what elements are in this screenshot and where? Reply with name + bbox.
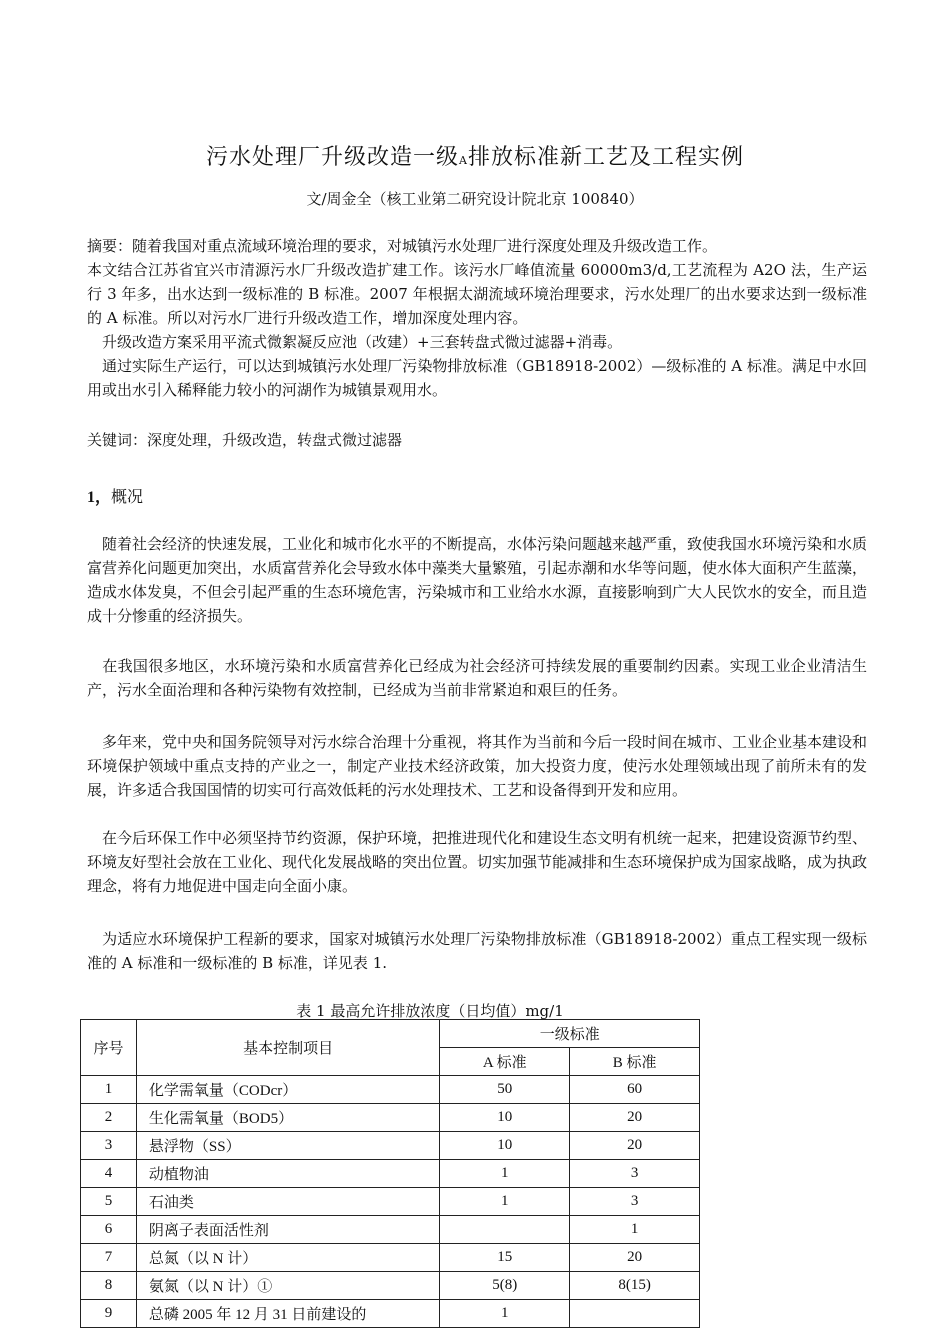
cell-b: 60 xyxy=(570,1076,700,1104)
table-row xyxy=(81,1244,700,1272)
document-title xyxy=(0,140,950,171)
header-a: A 标准 xyxy=(440,1048,570,1076)
cell-item: 总氮（以 N 计） xyxy=(136,1244,439,1272)
cell-no: 6 xyxy=(81,1216,137,1244)
section-heading-1 xyxy=(87,484,143,507)
table-row xyxy=(81,1272,700,1300)
cell-a: 1 xyxy=(440,1188,570,1216)
header-b: B 标准 xyxy=(570,1048,700,1076)
title-text-2: 排放标准新工艺及工程实例 xyxy=(467,145,744,170)
table-body xyxy=(81,1020,700,1328)
header-no: 序号 xyxy=(81,1020,137,1076)
cell-item: 动植物油 xyxy=(136,1160,439,1188)
cell-b xyxy=(570,1300,700,1328)
emission-standard-table xyxy=(80,1019,700,1328)
cell-a: 1 xyxy=(440,1160,570,1188)
abstract-line-1: 摘要：随着我国对重点流域环境治理的要求，对城镇污水处理厂进行深度处理及升级改造工作。 xyxy=(87,237,718,255)
body-paragraph-2: 在我国很多地区，水环境污染和水质富营养化已经成为社会经济可持续发展的重要制约因素。实现工业企业清洁生产，污水全面治理和各种污染物有效控制，已经成为当前非常紧迫和艰巨的任务。 xyxy=(87,657,867,699)
cell-no: 5 xyxy=(81,1188,137,1216)
cell-no: 4 xyxy=(81,1160,137,1188)
table-row xyxy=(81,1132,700,1160)
keywords: 关键词：深度处理，升级改造，转盘式微过滤器 xyxy=(87,431,403,449)
cell-a: 1 xyxy=(440,1300,570,1328)
header-item: 基本控制项目 xyxy=(136,1020,439,1076)
cell-no: 8 xyxy=(81,1272,137,1300)
cell-a: 10 xyxy=(440,1104,570,1132)
cell-b: 20 xyxy=(570,1244,700,1272)
body-paragraph-3: 多年来，党中央和国务院领导对污水综合治理十分重视，将其作为当前和今后一段时间在城市、工业企业基本建设和环境保护领域中重点支持的产业之一，制定产业技术经济政策，加大投资力度，使污水处理领域出现了前所未有的发展，许多适合我国国情的切实可行高效低耗的污水处理技术、工艺和设备得到开发和应用。 xyxy=(87,733,868,799)
cell-b: 3 xyxy=(570,1188,700,1216)
table-caption: 表 1 最高允许排放浓度（日均值）mg/1 xyxy=(296,1002,564,1020)
cell-a: 10 xyxy=(440,1132,570,1160)
cell-a: 50 xyxy=(440,1076,570,1104)
cell-b: 1 xyxy=(570,1216,700,1244)
cell-no: 1 xyxy=(81,1076,137,1104)
table-row xyxy=(81,1160,700,1188)
title-letter: A xyxy=(459,154,468,167)
cell-no: 7 xyxy=(81,1244,137,1272)
cell-b: 3 xyxy=(570,1160,700,1188)
cell-no: 9 xyxy=(81,1300,137,1328)
cell-item: 生化需氧量（BOD5） xyxy=(136,1104,439,1132)
table-header-row xyxy=(81,1020,700,1048)
section-number: 1， xyxy=(87,489,112,506)
cell-b: 20 xyxy=(570,1104,700,1132)
abstract-paragraph-2: 本文结合江苏省宜兴市清源污水厂升级改造扩建工作。该污水厂峰值流量 60000m3/d,工艺流程为 A2O 法，生产运行 3 年多，出水达到一级标准的 B 标准。2007 年根据太湖流域环境治理要求，污水处理厂的出水要求达到一级标准的 A 标准。所以对污水厂进行升级改造工作，增加深度处理内容。 xyxy=(87,261,867,327)
table-row xyxy=(81,1188,700,1216)
body-paragraph-1: 随着社会经济的快速发展，工业化和城市化水平的不断提高，水体污染问题越来越严重，致使我国水环境污染和水质富营养化问题更加突出，水质富营养化会导致水体中藻类大量繁殖，引起赤潮和水华等问题，使水体大面积产生蓝藻，造成水体发臭，不但会引起严重的生态环境危害，污染城市和工业给水水源，直接影响到广大人民饮水的安全，而且造成十分惨重的经济损失。 xyxy=(87,535,868,625)
cell-item: 总磷 2005 年 12 月 31 日前建设的 xyxy=(136,1300,439,1328)
table-row xyxy=(81,1076,700,1104)
cell-item: 化学需氧量（CODcr） xyxy=(136,1076,439,1104)
cell-b: 8(15) xyxy=(570,1272,700,1300)
cell-item: 石油类 xyxy=(136,1188,439,1216)
cell-a xyxy=(440,1216,570,1244)
title-text-1: 污水处理厂升级改造一级 xyxy=(206,145,460,170)
cell-item: 阴离子表面活性剂 xyxy=(136,1216,439,1244)
cell-item: 悬浮物（SS） xyxy=(136,1132,439,1160)
table-row xyxy=(81,1300,700,1328)
section-title: 概况 xyxy=(111,487,144,506)
abstract-paragraph-4: 通过实际生产运行，可以达到城镇污水处理厂污染物排放标准（GB18918-2002）—级标准的 A 标准。满足中水回用或出水引入稀释能力较小的河湖作为城镇景观用水。 xyxy=(87,357,867,399)
cell-a: 15 xyxy=(440,1244,570,1272)
header-group: 一级标准 xyxy=(440,1020,700,1048)
table-row xyxy=(81,1216,700,1244)
cell-no: 2 xyxy=(81,1104,137,1132)
cell-b: 20 xyxy=(570,1132,700,1160)
author-line: 文/周金全（核工业第二研究设计院北京 100840） xyxy=(306,190,644,208)
body-paragraph-5: 为适应水环境保护工程新的要求，国家对城镇污水处理厂污染物排放标准（GB18918-2002）重点工程实现一级标准的 A 标准和一级标准的 B 标准，详见表 1. xyxy=(87,930,867,972)
cell-no: 3 xyxy=(81,1132,137,1160)
body-paragraph-4: 在今后环保工作中必须坚持节约资源，保护环境，把推进现代化和建设生态文明有机统一起来，把建设资源节约型、环境友好型社会放在工业化、现代化发展战略的突出位置。切实加强节能减排和生态环境保护成为国家战略，成为执政理念，将有力地促进中国走向全面小康。 xyxy=(87,829,868,895)
table-row xyxy=(81,1104,700,1132)
cell-a: 5(8) xyxy=(440,1272,570,1300)
cell-item: 氨氮（以 N 计）① xyxy=(136,1272,439,1300)
abstract-paragraph-3: 升级改造方案采用平流式微絮凝反应池（改建）+三套转盘式微过滤器+消毒。 xyxy=(87,333,623,351)
